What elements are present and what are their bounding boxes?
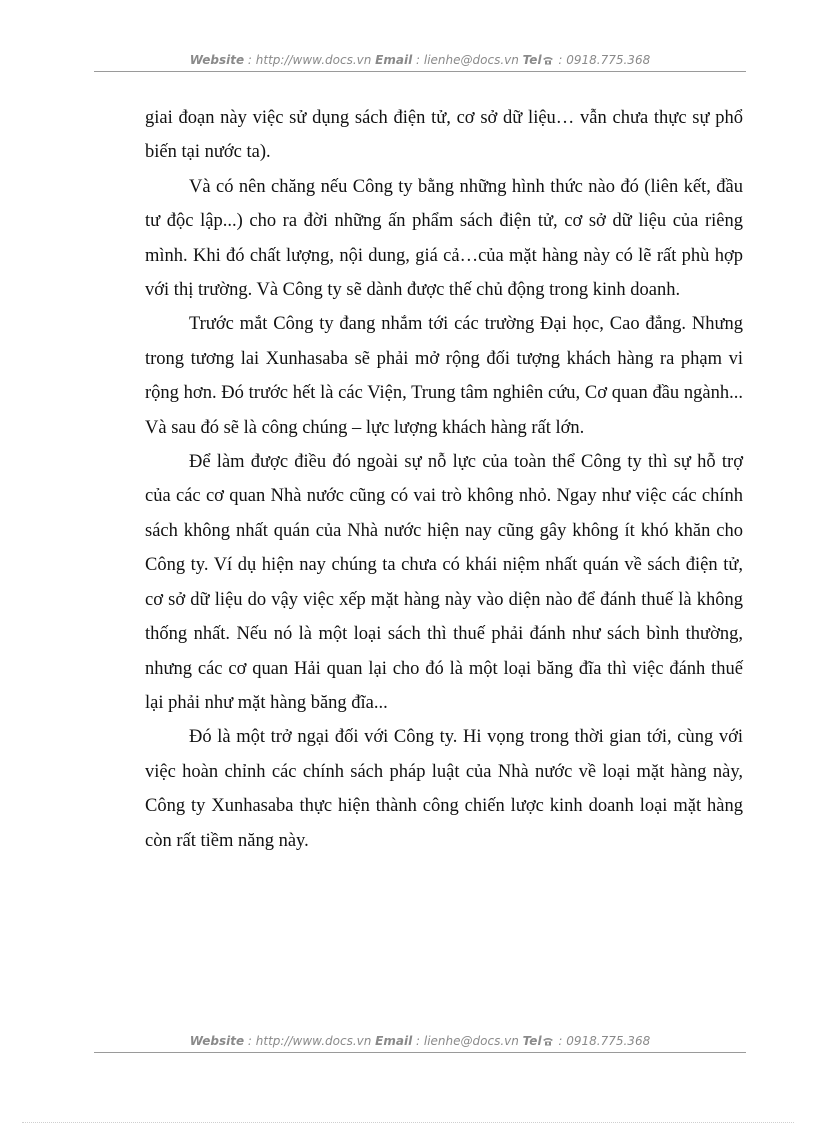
header-email-label: Email	[375, 53, 413, 67]
paragraph: Và có nên chăng nếu Công ty bằng những hình thức nào đó (liên kết, đầu tư độc lập...) cho ra đời những ấn phẩm sách điện tử, cơ sở dữ liệu của riêng mình. Khi đó chất lượng, nội dung, giá cả…của mặt hàng này có lẽ rất phù hợp với thị trường. Và Công ty sẽ dành được thế chủ động trong kinh doanh.	[145, 176, 743, 301]
footer-website-value: : http://www.docs.vn	[244, 1034, 376, 1048]
footer-email-value: : lienhe@docs.vn	[412, 1034, 523, 1048]
footer-tel-value: : 0918.775.368	[554, 1034, 651, 1048]
body-text	[145, 101, 743, 858]
paragraph: giai đoạn này việc sử dụng sách điện tử, cơ sở dữ liệu… vẫn chưa thực sự phổ biến tại nước ta).	[145, 108, 743, 163]
header-email-value: : lienhe@docs.vn	[412, 53, 523, 67]
footer-rule	[94, 1052, 746, 1053]
paragraph: Trước mắt Công ty đang nhắm tới các trường Đại học, Cao đẳng. Nhưng trong tương lai Xunhasaba sẽ phải mở rộng đối tượng khách hàng ra phạm vi rộng hơn. Đó trước hết là các Viện, Trung tâm nghiên cứu, Cơ quan đầu ngành... Và sau đó sẽ là công chúng – lực lượng khách hàng rất lớn.	[145, 314, 743, 438]
paragraph: Đó là một trở ngại đối với Công ty. Hi vọng trong thời gian tới, cùng với việc hoàn chỉnh các chính sách pháp luật của Nhà nước về loại mặt hàng này, Công ty Xunhasaba thực hiện thành công chiến lược kinh doanh loại mặt hàng còn rất tiềm năng này.	[145, 727, 743, 851]
header-tel-value: : 0918.775.368	[554, 53, 651, 67]
footer-website-label: Website	[189, 1034, 245, 1048]
header-tel-label: Tel	[522, 53, 542, 67]
header-website-label: Website	[189, 53, 245, 67]
page-header	[94, 52, 746, 68]
phone-icon	[543, 1037, 553, 1046]
paragraph: Để làm được điều đó ngoài sự nỗ lực của toàn thể Công ty thì sự hỗ trợ của các cơ quan Nhà nước cũng có vai trò không nhỏ. Ngay như việc các chính sách không nhất quán của Nhà nước hiện nay cũng gây không ít khó khăn cho Công ty. Ví dụ hiện nay chúng ta chưa có khái niệm nhất quán về sách điện tử, cơ sở dữ liệu do vậy việc xếp mặt hàng này vào diện nào để đánh thuế là không thống nhất. Nếu nó là một loại sách thì thuế phải đánh như sách bình thường, nhưng các cơ quan Hải quan lại cho đó là một loại băng đĩa thì việc đánh thuế lại phải như mặt hàng băng đĩa...	[145, 452, 743, 713]
header-rule	[94, 71, 746, 72]
header-website-value: : http://www.docs.vn	[244, 53, 376, 67]
phone-icon	[543, 56, 553, 65]
footer-tel-label: Tel	[522, 1034, 542, 1048]
footer-email-label: Email	[375, 1034, 413, 1048]
page-footer	[94, 1033, 746, 1049]
